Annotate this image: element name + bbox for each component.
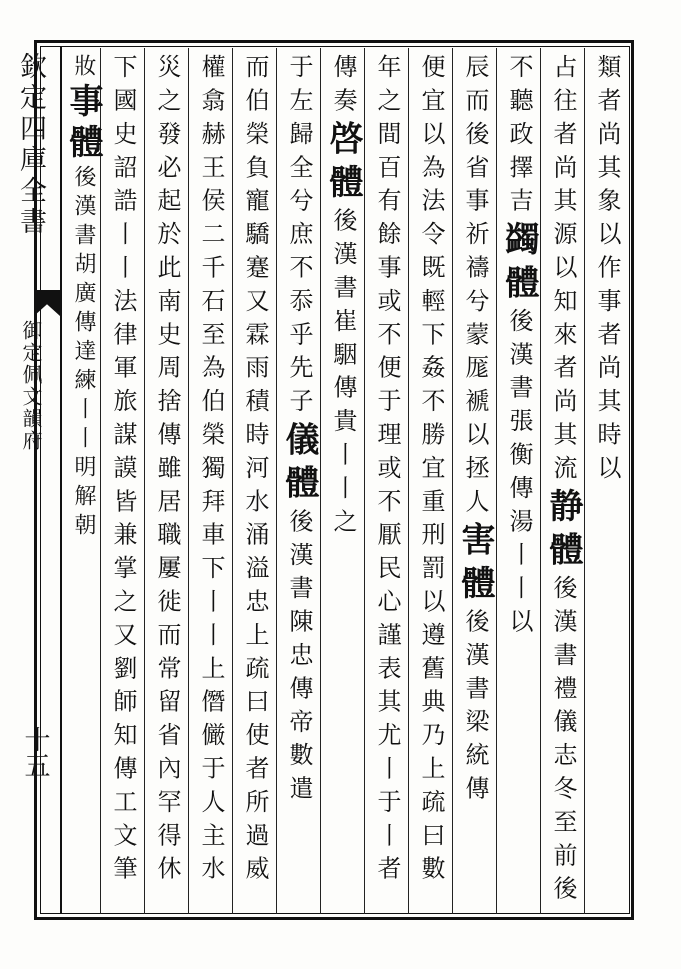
page-margin: [0, 0, 58, 969]
text-column: 而伯榮負寵驕蹇又霖雨積時河水涌溢忠上疏曰使者所過威: [241, 54, 269, 889]
text-column: 傳奏啓體後漢書崔駰傳貴丨丨之: [323, 54, 363, 542]
column-rule: [232, 48, 233, 914]
headword: 儀: [279, 421, 319, 465]
column-rule: [496, 48, 497, 914]
text-column: 災之發必起於此南史周捨傳雖居職屢徙而常留省內罕得休: [153, 54, 181, 889]
column-rule: [364, 48, 365, 914]
headword-tag: 體: [455, 565, 495, 609]
fish-tail-mark: [34, 290, 60, 316]
headword-tag: 體: [63, 124, 103, 165]
text-column: 便宜以為法令既輕下姦不勝宜重刑罰以遵舊典乃上疏曰數: [417, 54, 445, 889]
headword-tag: 體: [543, 531, 583, 576]
text-column: 權翕赫王侯二千石至為伯榮獨拜車下丨丨上僭𠑊于人主水: [197, 54, 225, 889]
column-rule: [144, 48, 145, 914]
column-rule: [320, 48, 321, 914]
column-rule: [584, 48, 585, 914]
text-column: 年之間百有餘事或不便于理或不厭民心謹表其尤丨于丨者: [373, 54, 401, 889]
folio-number: 十五: [20, 726, 50, 778]
headword: 蠲: [499, 221, 539, 265]
headword: 啓: [323, 120, 363, 165]
headword-tag: 體: [279, 464, 319, 509]
text-column: 類者尚其象以作事者尚其時以: [593, 54, 621, 489]
headword-tag: 體: [323, 164, 363, 208]
text-column: 妝事體後漢書胡廣傳達練丨丨明解朝: [63, 54, 103, 542]
book-title: 欽定四庫全書: [15, 52, 46, 238]
headword-tag: 體: [499, 264, 539, 308]
column-rule: [452, 48, 453, 914]
text-column: 占往者尚其源以知來者尚其流静體後漢書禮儀志冬至前後: [543, 54, 583, 910]
column-rule: [540, 48, 541, 914]
text-column: 下國史詔誥丨丨法律軍旅謀謨皆兼掌之又劉師知傳工文筆: [109, 54, 137, 889]
headword: 害: [455, 521, 495, 566]
text-column: 于左歸全兮庶不忝乎先子儀體後漢書陳忠傳帝數遣: [279, 54, 319, 809]
headword: 事: [63, 83, 103, 124]
text-column: 辰而後省事祈禱兮蒙厖褫以拯人害體後漢書梁統傳: [455, 54, 495, 809]
text-column: 不聽政擇吉蠲體後漢書張衡傳湯丨丨以: [499, 54, 539, 642]
column-rule: [408, 48, 409, 914]
headword: 静: [543, 488, 583, 532]
volume-title: 御定佩文韻府: [19, 320, 43, 452]
column-rule: [188, 48, 189, 914]
column-rule: [276, 48, 277, 914]
